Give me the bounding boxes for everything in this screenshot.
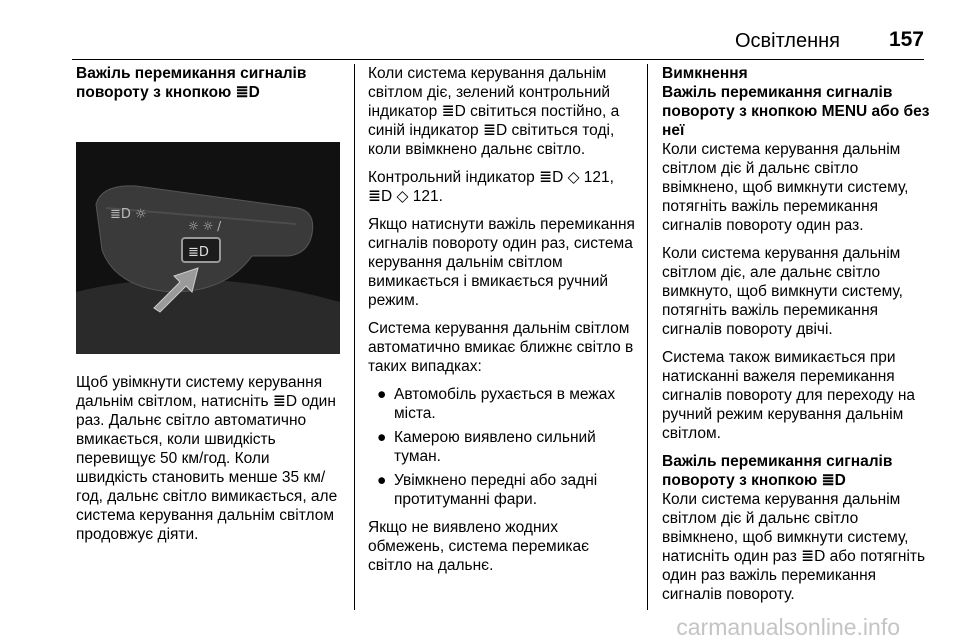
column-3 [662,64,930,613]
condition-list [368,385,636,509]
list-item: ● Автомобіль рухається в межах міста. [377,386,616,422]
paragraph: Система керування дальнім світлом автоматично вмикає ближнє світло в таких випадках: [368,320,634,375]
list-item: ● Камерою виявлено сильний туман. [377,429,596,465]
page-header [0,24,960,64]
subsection-heading: Важіль перемикання сигналів повороту з кнопкою ≣D [662,453,893,489]
column-divider [647,64,648,610]
subsection-heading: Важіль перемикання сигналів повороту з кнопкою MENU або без неї [662,84,930,139]
header-rule [72,59,924,60]
bullet-icon: ● [377,472,387,489]
paragraph: Коли система керування дальнім світлом діє, але дальнє світло вимкнуто, щоб вимкнути систему, потягніть важіль перемикання сигналів повороту двічі. [662,245,903,338]
subsection-heading: Вимкнення [662,65,748,82]
svg-text:≣D ☼: ≣D ☼ [110,207,147,222]
bullet-icon: ● [377,386,387,403]
paragraph: Коли система керування дальнім світлом діє й дальнє світло ввімкнено, щоб вимкнути систему, потягніть важіль перемикання сигналів повороту один раз. [662,141,909,234]
paragraph: Коли система керування дальнім світлом діє й дальнє світло ввімкнено, щоб вимкнути систему, натисніть один раз ≣D або потягніть один раз важіль перемикання сигналів повороту. [662,491,926,603]
page-number: 157 [888,28,924,51]
section-title: Освітлення [734,30,840,52]
svg-text:☼ ☼ /: ☼ ☼ / [188,219,222,233]
column-2 [368,64,636,584]
paragraph: Коли система керування дальнім світлом діє, зелений контрольний індикатор ≣D світиться постійно, а синій індикатор ≣D світиться тоді, коли ввімкнено дальнє світло. [368,65,620,158]
paragraph: Якщо натиснути важіль перемикання сигналів повороту один раз, система керування дальнім світлом вимикається і вмикається ручний режим. [368,216,635,309]
watermark: carmanualsonline.info [676,614,900,640]
column-divider [354,64,355,610]
paragraph: Якщо не виявлено жодних обмежень, система перемикає світло на дальнє. [368,519,590,574]
instruction-paragraph: Щоб увімкнути систему керування дальнім світлом, натисніть ≣D один раз. Дальнє світло автоматично вмикається, коли швидкість перевищує 50 км/год. Коли швидкість становить менше 35 км/год, дальнє світло вимикається, але система керування дальнім світлом продовжує діяти. [76,374,338,543]
bullet-icon: ● [377,429,387,446]
section-heading: Важіль перемикання сигналів повороту з кнопкою ≣D [76,65,307,101]
column-1 [76,64,340,553]
paragraph: Система також вимикається при натисканні важеля перемикання сигналів повороту для переходу на ручний режим керування дальнім світлом. [662,349,916,442]
cross-reference-paragraph: Контрольний індикатор ≣D ◇ 121, ≣D ◇ 121. [368,169,614,205]
list-item: ● Увімкнено передні або задні протитуманні фари. [377,472,598,508]
turn-signal-lever-illustration [76,142,340,354]
svg-text:≣D: ≣D [188,245,209,260]
